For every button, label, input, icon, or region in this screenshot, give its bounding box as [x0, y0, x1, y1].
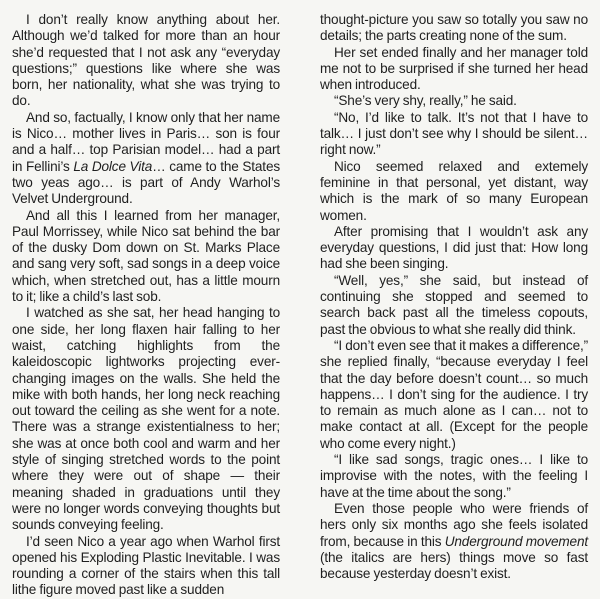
paragraph: Nico seemed relaxed and extemely feminine in that personal, yet distant, way which is the mark of so many European women.: [320, 158, 588, 223]
article-column-left: [12, 12, 280, 599]
paragraph-text: … came to the States two yeas ago… is part of Andy Warhol’s Velvet Underground.: [12, 158, 280, 207]
paragraph-text: And so, factually, I know only that her name is Nico… mother lives in Paris… son is four and a half… top Parisian model… had a part in Fellini’s: [12, 109, 280, 174]
paragraph: “No, I’d like to talk. It’s not that I have to talk… I just don’t see why I should be silent… right now.”: [320, 109, 588, 158]
paragraph-text: Even those people who were friends of hers only six months ago she feels isolated from, because in this: [320, 500, 588, 549]
paragraph: “I don’t even see that it makes a difference,” she replied finally, “because everyday I feel that the day before doesn’t count… so much happens… I don’t sing for the audience. I try to remain as much alone as I can… not to make contact at all. (Except for the people who come every night.): [320, 337, 588, 451]
paragraph-continuation: thought-picture you saw so totally you saw no details; the parts creating none of the sum.: [320, 12, 588, 44]
paragraph: I’d seen Nico a year ago when Warhol first opened his Exploding Plastic Inevitable. I was rounding a corner of the stairs when this tall lithe figure moved past like a sudden: [12, 533, 280, 598]
paragraph: “I like sad songs, tragic ones… I like to improvise with the notes, with the feeling I have at the time about the song.”: [320, 452, 588, 500]
paragraph-text: (the italics are hers) things move so fast because yesterday doesn’t exist.: [320, 549, 588, 582]
paragraph: And all this I learned from her manager, Paul Morrissey, while Nico sat behind the bar of the dusky Dom down on St. Marks Place and sang very soft, sad songs in a deep voice which, when stretched out, has a little mourn to it; like a child’s last sob.: [12, 207, 280, 305]
paragraph: [12, 110, 280, 208]
paragraph: “She’s very shy, really,” he said.: [334, 93, 517, 109]
paragraph: Her set ended finally and her manager told me not to be surprised if she turned her head when introduced.: [320, 44, 588, 93]
film-title: La Dolce Vita: [73, 158, 153, 174]
paragraph: I watched as she sat, her head hanging to one side, her long flaxen hair falling to her waist, catching highlights from the kaleidoscopic lightworks projecting ever-changing images on the walls. She held the mike with both hands, her long neck reaching out toward the ceiling as she went for a note. There was a strange existentialness to her; she was at once both cool and warm and her style of singing stretched words to the point where they were out of shape — their meaning shaded in graduations until they were no longer words conveying thoughts but sounds conveying feeling.: [12, 305, 280, 533]
paragraph: I don’t really know anything about her. Although we’d talked for more than an hour she’d requested that I not ask any “everyday questions;” questions like where she was born, her nationality, what she was trying to do.: [12, 12, 280, 109]
paragraph: After promising that I wouldn’t ask any everyday questions, I did just that: How long had she been singing.: [320, 223, 588, 272]
paragraph: [320, 501, 588, 582]
paragraph: “Well, yes,” she said, but instead of continuing she stopped and seemed to search back past all the timeless copouts, past the obvious to what she really did think.: [320, 272, 588, 337]
article-column-right: [320, 12, 588, 582]
emphasized-phrase: Underground movement: [444, 533, 588, 549]
